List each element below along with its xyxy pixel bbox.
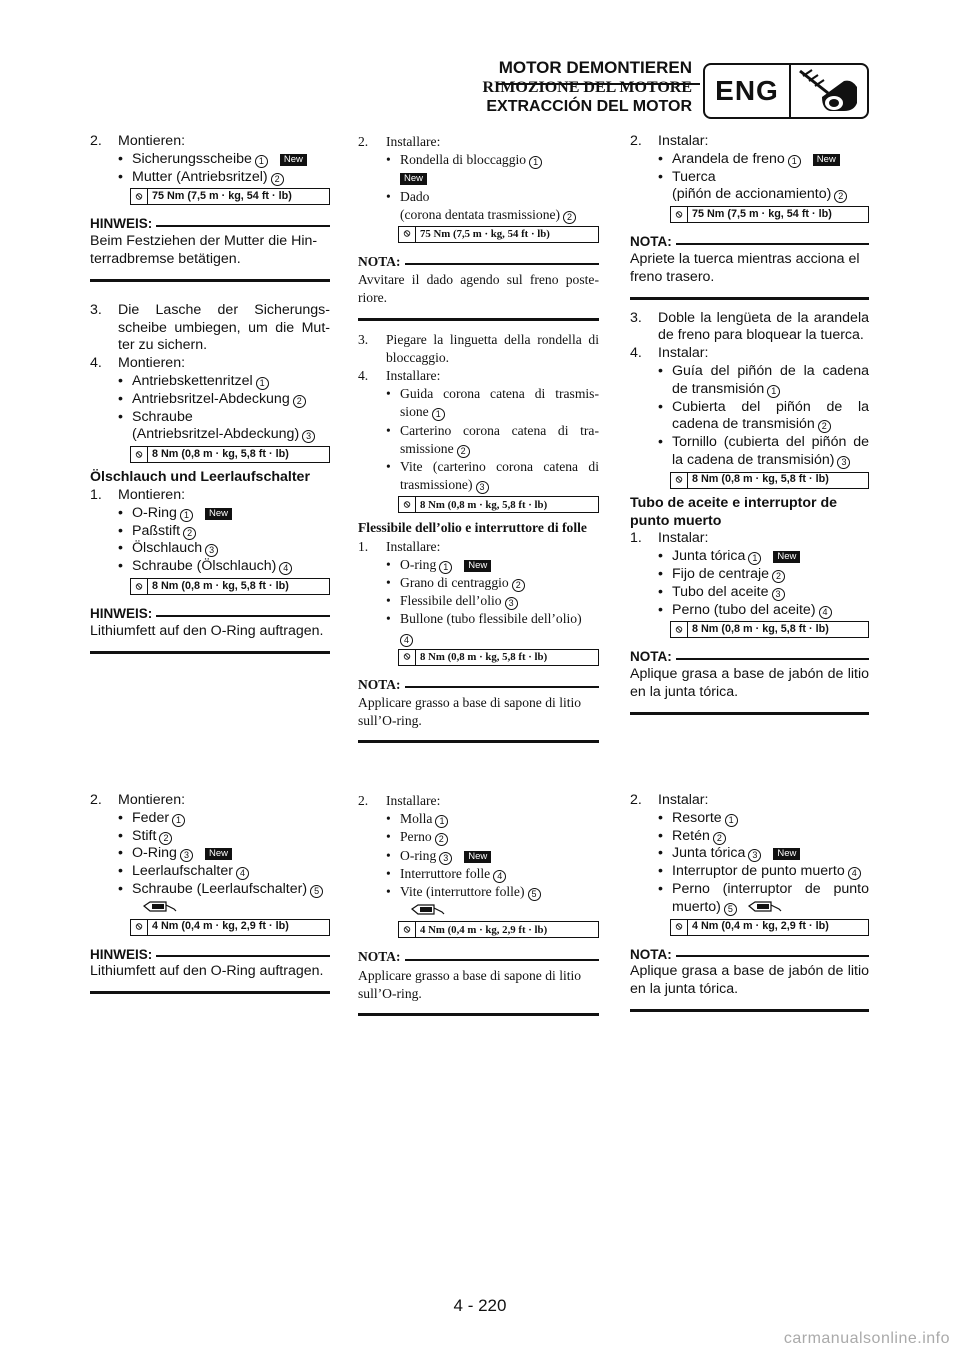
torque-spec: ⦸ 4 Nm (0,4 m · kg, 2,9 ft · lb) — [398, 921, 599, 938]
new-badge: New — [205, 848, 232, 860]
callout-1: 1 — [255, 155, 268, 168]
wrench-icon: ⦸ — [131, 447, 148, 462]
title-de: MOTOR DEMONTIEREN — [498, 58, 692, 77]
wrench-icon: ⦸ — [399, 497, 416, 512]
wrench-icon: ⦸ — [131, 189, 148, 204]
wrench-icon: ⦸ — [399, 650, 416, 665]
wrench-icon: ⦸ — [671, 473, 688, 488]
torque-spec: ⦸ 75 Nm (7,5 m · kg, 54 ft · lb) — [398, 226, 599, 243]
torque-spec: ⦸ 8 Nm (0,8 m · kg, 5,8 ft · lb) — [670, 621, 869, 638]
wrench-icon: ⦸ — [671, 622, 688, 637]
column-de-bottom: 2. Montieren: • Feder 1 • Stift 2 • O-Ring 3 New • Leerlaufschalter 4 • Schraube (Leerlaufschalter) 5 ⦸ 4 Nm (0,4 m · kg, 2,9 ft · lb) HINWEIS: Lithiumfett auf den O-Ring auftragen. — [90, 792, 330, 994]
wrench-icon: ⦸ — [399, 227, 416, 242]
new-badge: New — [464, 560, 491, 572]
torque-spec: ⦸ 8 Nm (0,8 m · kg, 5,8 ft · lb) — [670, 472, 869, 489]
wrench-icon: ⦸ — [131, 920, 148, 935]
column-es-top: 2. Instalar: • Arandela de freno 1 New • Tuerca (piñón de accionamiento) 2 ⦸ 75 Nm (7,5 m · kg, 54 ft · lb) NOTA: Apriete la tuerca mientras acciona el freno trasero. 3. Doble la lengüeta de la arandela de freno para bloquear la tuerca. 4. Instalar: • Guía del piñón de la cadena de transmisión 1 • Cubierta del piñón de la cadena de transmisión 2 • Tornillo (cubierta del piñón de la cadena de transmisión) 3 ⦸ 8 Nm (0,8 m · kg, 5,8 ft · lb) Tubo de aceite e interruptor de punto muerto 1. Instalar: • Junta tórica 1 New • Fijo de centraje 2 • Tubo del aceite 3 • Perno (tubo del aceite) 4 ⦸ 8 Nm (0,8 m · kg, 5,8 ft · lb) NOTA: Aplique grasa a base de jabón de litio en la junta tórica. — [630, 133, 869, 715]
callout-2: 2 — [271, 173, 284, 186]
lubricant-icon — [410, 903, 446, 916]
lubricant-icon — [142, 900, 178, 913]
new-badge: New — [205, 508, 232, 520]
new-badge: New — [400, 173, 427, 185]
engine-icon — [791, 65, 867, 117]
note-box: HINWEIS: Beim Festziehen der Mutter die Hin-terradbremse betätigen. — [90, 215, 330, 281]
torque-spec: ⦸ 8 Nm (0,8 m · kg, 5,8 ft · lb) — [130, 446, 330, 463]
torque-spec: ⦸ 8 Nm (0,8 m · kg, 5,8 ft · lb) — [398, 496, 599, 513]
note-box: NOTA: Apriete la tuerca mientras acciona el freno trasero. — [630, 233, 869, 299]
header-rule — [497, 83, 700, 85]
section-heading: Ölschlauch und Leerlaufschalter — [90, 469, 310, 486]
badge-label: ENG — [705, 65, 791, 117]
note-box: NOTA: Avvitare il dado agendo sul freno poste-riore. — [358, 253, 599, 321]
column-it-bottom: 2. Installare: • Molla 1 • Perno 2 • O-ring 3 New • Interruttore folle 4 • Vite (interruttore folle) 5 ⦸ 4 Nm (0,4 m · kg, 2,9 ft · lb) NOTA: Applicare grasso a base di sapone di litio sull’O-ring. — [358, 792, 599, 1016]
torque-spec: ⦸ 75 Nm (7,5 m · kg, 54 ft · lb) — [670, 206, 869, 223]
title-it: RIMOZIONE DEL MOTORE — [482, 79, 692, 96]
column-de-top: 2. Montieren: • Sicherungsscheibe 1 New • Mutter (Antriebsritzel) 2 ⦸ 75 Nm (7,5 m · kg, 54 ft · lb) HINWEIS: Beim Festziehen der Mutter die Hin-terradbremse betätigen. 3. Die Lasche der Sicherungs-scheibe umbiegen, um die Mut-ter zu sichern. 4. Montieren: • Antriebskettenritzel 1 • Antriebsritzel-Abdeckung 2 • Schraube (Antriebsritzel-Abdeckung) 3 ⦸ 8 Nm (0,8 m · kg, 5,8 ft · lb) Ölschlauch und Leerlaufschalter 1. Montieren: • O-Ring 1 New • Paßstift 2 • Ölschlauch 3 • Schraube (Ölschlauch) 4 ⦸ 8 Nm (0,8 m · kg, 5,8 ft · lb) HINWEIS: Lithiumfett auf den O-Ring auftragen. — [90, 133, 330, 654]
page-header — [482, 58, 692, 116]
column-es-bottom: 2. Instalar: • Resorte 1 • Retén 2 • Junta tórica 3 New • Interruptor de punto muerto 4 • Perno (interruptor de punto muerto) 5 ⦸ 4 Nm (0,4 m · kg, 2,9 ft · lb) NOTA: Aplique grasa a base de jabón de litio en la junta tórica. — [630, 792, 869, 1012]
torque-spec: ⦸ 4 Nm (0,4 m · kg, 2,9 ft · lb) — [130, 919, 330, 936]
note-box: HINWEIS: Lithiumfett auf den O-Ring auftragen. — [90, 946, 330, 995]
torque-spec: ⦸ 8 Nm (0,8 m · kg, 5,8 ft · lb) — [398, 649, 599, 666]
note-box: NOTA: Applicare grasso a base di sapone di litio sull’O-ring. — [358, 676, 599, 744]
wrench-icon: ⦸ — [399, 922, 416, 937]
new-badge: New — [773, 848, 800, 860]
new-badge: New — [773, 551, 800, 563]
note-box: NOTA: Applicare grasso a base di sapone di litio sull’O-ring. — [358, 948, 599, 1016]
new-badge: New — [813, 154, 840, 166]
torque-spec: ⦸ 75 Nm (7,5 m · kg, 54 ft · lb) — [130, 188, 330, 205]
section-heading: Flessibile dell’olio e interruttore di folle — [358, 520, 587, 536]
watermark[interactable]: carmanualsonline.info — [783, 1330, 950, 1347]
note-box: NOTA: Aplique grasa a base de jabón de litio en la junta tórica. — [630, 648, 869, 714]
wrench-icon: ⦸ — [671, 920, 688, 935]
wrench-icon: ⦸ — [131, 579, 148, 594]
torque-spec: ⦸ 8 Nm (0,8 m · kg, 5,8 ft · lb) — [130, 578, 330, 595]
note-box: NOTA: Aplique grasa a base de jabón de litio en la junta tórica. — [630, 946, 869, 1012]
page-number: 4 - 220 — [453, 1296, 507, 1315]
title-es: EXTRACCIÓN DEL MOTOR — [486, 98, 692, 115]
section-heading: Tubo de aceite e interruptor de punto muerto — [630, 494, 838, 529]
torque-spec: ⦸ 4 Nm (0,4 m · kg, 2,9 ft · lb) — [670, 919, 869, 936]
lubricant-icon — [747, 900, 783, 913]
column-it-top: 2. Installare: • Rondella di bloccaggio 1 New • Dado (corona dentata trasmissione) 2 ⦸ 75 Nm (7,5 m · kg, 54 ft · lb) NOTA: Avvitare il dado agendo sul freno poste-riore. 3. Piegare la linguetta della rondella di bloccaggio. 4. Installare: • Guida corona catena di trasmis-sione 1 • Carterino corona catena di tra-smissione 2 • Vite (carterino corona catena di trasmissione) 3 ⦸ 8 Nm (0,8 m · kg, 5,8 ft · lb) Flessibile dell’olio e interruttore di folle 1. Installare: • O-ring 1 New • Grano di centraggio 2 • Flessibile dell’olio 3 • Bullone (tubo flessibile dell’olio) 4 ⦸ 8 Nm (0,8 m · kg, 5,8 ft · lb) NOTA: Applicare grasso a base di sapone di litio sull’O-ring. — [358, 133, 599, 743]
section-badge — [703, 63, 869, 119]
new-badge: New — [280, 154, 307, 166]
note-box: HINWEIS: Lithiumfett auf den O-Ring auftragen. — [90, 605, 330, 654]
new-badge: New — [464, 851, 491, 863]
wrench-icon: ⦸ — [671, 207, 688, 222]
